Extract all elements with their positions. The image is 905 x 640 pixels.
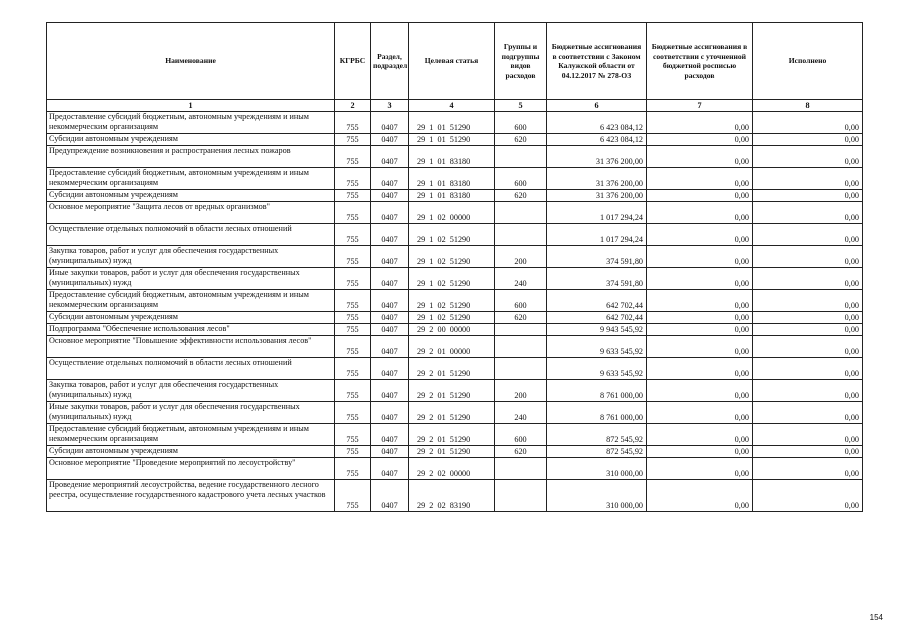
row-kgrbs: 755 — [335, 480, 371, 512]
row-kgrbs: 755 — [335, 446, 371, 458]
row-target-article: 29 1 01 51290 — [409, 134, 495, 146]
row-name: Иные закупки товаров, работ и услуг для обеспечения государственных (муниципальных) нужд — [47, 402, 335, 424]
row-expense-group: 620 — [495, 312, 547, 324]
column-number: 3 — [371, 100, 409, 112]
row-expense-group — [495, 358, 547, 380]
row-section: 0407 — [371, 446, 409, 458]
row-target-article: 29 2 01 51290 — [409, 446, 495, 458]
row-section: 0407 — [371, 480, 409, 512]
row-executed-amount: 0,00 — [753, 190, 863, 202]
row-law-amount: 8 761 000,00 — [547, 380, 647, 402]
table-row — [47, 312, 863, 324]
row-law-amount: 872 545,92 — [547, 424, 647, 446]
row-executed-amount: 0,00 — [753, 112, 863, 134]
row-name: Осуществление отдельных полномочий в области лесных отношений — [47, 358, 335, 380]
row-kgrbs: 755 — [335, 380, 371, 402]
row-law-amount: 8 761 000,00 — [547, 402, 647, 424]
row-expense-group: 620 — [495, 190, 547, 202]
budget-table-sheet — [46, 22, 862, 512]
row-section: 0407 — [371, 112, 409, 134]
row-name: Предоставление субсидий бюджетным, автономным учреждениям и иным некоммерческим организациям — [47, 168, 335, 190]
row-expense-group: 620 — [495, 134, 547, 146]
row-target-article: 29 1 01 51290 — [409, 112, 495, 134]
row-target-article: 29 2 01 51290 — [409, 380, 495, 402]
row-kgrbs: 755 — [335, 324, 371, 336]
row-target-article: 29 1 01 83180 — [409, 190, 495, 202]
table-row — [47, 458, 863, 480]
row-section: 0407 — [371, 380, 409, 402]
row-target-article: 29 2 02 83190 — [409, 480, 495, 512]
row-executed-amount: 0,00 — [753, 246, 863, 268]
row-plan-amount: 0,00 — [647, 146, 753, 168]
table-row — [47, 424, 863, 446]
row-kgrbs: 755 — [335, 312, 371, 324]
row-plan-amount: 0,00 — [647, 424, 753, 446]
row-plan-amount: 0,00 — [647, 268, 753, 290]
row-expense-group — [495, 458, 547, 480]
row-name: Субсидии автономным учреждениям — [47, 446, 335, 458]
row-plan-amount: 0,00 — [647, 336, 753, 358]
row-plan-amount: 0,00 — [647, 480, 753, 512]
row-expense-group: 600 — [495, 112, 547, 134]
page-number: 154 — [869, 613, 883, 622]
row-law-amount: 872 545,92 — [547, 446, 647, 458]
row-law-amount: 1 017 294,24 — [547, 202, 647, 224]
row-name: Субсидии автономным учреждениям — [47, 134, 335, 146]
row-executed-amount: 0,00 — [753, 358, 863, 380]
row-section: 0407 — [371, 424, 409, 446]
row-expense-group — [495, 202, 547, 224]
column-number: 6 — [547, 100, 647, 112]
row-law-amount: 642 702,44 — [547, 290, 647, 312]
row-expense-group — [495, 480, 547, 512]
table-row — [47, 268, 863, 290]
row-target-article: 29 1 02 51290 — [409, 312, 495, 324]
row-name: Предоставление субсидий бюджетным, автономным учреждениям и иным некоммерческим организациям — [47, 112, 335, 134]
row-plan-amount: 0,00 — [647, 290, 753, 312]
row-section: 0407 — [371, 190, 409, 202]
row-plan-amount: 0,00 — [647, 224, 753, 246]
row-name: Закупка товаров, работ и услуг для обеспечения государственных (муниципальных) нужд — [47, 380, 335, 402]
row-kgrbs: 755 — [335, 268, 371, 290]
row-target-article: 29 2 01 00000 — [409, 336, 495, 358]
table-row — [47, 446, 863, 458]
row-target-article: 29 2 02 00000 — [409, 458, 495, 480]
row-expense-group: 600 — [495, 290, 547, 312]
row-section: 0407 — [371, 324, 409, 336]
row-target-article: 29 1 01 83180 — [409, 146, 495, 168]
row-plan-amount: 0,00 — [647, 458, 753, 480]
column-number: 5 — [495, 100, 547, 112]
row-expense-group: 600 — [495, 424, 547, 446]
row-section: 0407 — [371, 290, 409, 312]
row-name: Предоставление субсидий бюджетным, автономным учреждениям и иным некоммерческим организациям — [47, 290, 335, 312]
row-name: Подпрограмма "Обеспечение использования лесов" — [47, 324, 335, 336]
row-executed-amount: 0,00 — [753, 324, 863, 336]
header-expense-groups: Группы и подгруппы видов расходов — [495, 23, 547, 100]
row-expense-group: 200 — [495, 380, 547, 402]
column-number: 4 — [409, 100, 495, 112]
table-row — [47, 358, 863, 380]
row-law-amount: 374 591,80 — [547, 246, 647, 268]
row-target-article: 29 2 00 00000 — [409, 324, 495, 336]
row-name: Основное мероприятие "Защита лесов от вредных организмов" — [47, 202, 335, 224]
row-plan-amount: 0,00 — [647, 202, 753, 224]
row-section: 0407 — [371, 268, 409, 290]
row-plan-amount: 0,00 — [647, 312, 753, 324]
row-executed-amount: 0,00 — [753, 312, 863, 324]
row-executed-amount: 0,00 — [753, 290, 863, 312]
row-name: Осуществление отдельных полномочий в области лесных отношений — [47, 224, 335, 246]
row-section: 0407 — [371, 358, 409, 380]
row-executed-amount: 0,00 — [753, 134, 863, 146]
row-section: 0407 — [371, 458, 409, 480]
row-name: Основное мероприятие "Проведение мероприятий по лесоустройству" — [47, 458, 335, 480]
row-law-amount: 31 376 200,00 — [547, 168, 647, 190]
row-name: Иные закупки товаров, работ и услуг для обеспечения государственных (муниципальных) нужд — [47, 268, 335, 290]
row-expense-group: 240 — [495, 268, 547, 290]
row-executed-amount: 0,00 — [753, 168, 863, 190]
header-plan-allocations: Бюджетные ассигнования в соответствии с уточненной бюджетной росписью расходов — [647, 23, 753, 100]
row-law-amount: 6 423 084,12 — [547, 134, 647, 146]
row-target-article: 29 1 01 83180 — [409, 168, 495, 190]
row-expense-group — [495, 146, 547, 168]
row-section: 0407 — [371, 246, 409, 268]
table-row — [47, 336, 863, 358]
row-section: 0407 — [371, 312, 409, 324]
row-kgrbs: 755 — [335, 458, 371, 480]
row-name: Предоставление субсидий бюджетным, автономным учреждениям и иным некоммерческим организациям — [47, 424, 335, 446]
row-kgrbs: 755 — [335, 246, 371, 268]
row-expense-group — [495, 324, 547, 336]
table-row — [47, 190, 863, 202]
table-row — [47, 290, 863, 312]
row-kgrbs: 755 — [335, 190, 371, 202]
row-executed-amount: 0,00 — [753, 424, 863, 446]
table-row — [47, 146, 863, 168]
table-row — [47, 224, 863, 246]
row-executed-amount: 0,00 — [753, 202, 863, 224]
row-target-article: 29 1 02 51290 — [409, 224, 495, 246]
row-plan-amount: 0,00 — [647, 134, 753, 146]
row-expense-group: 200 — [495, 246, 547, 268]
row-target-article: 29 2 01 51290 — [409, 424, 495, 446]
row-law-amount: 9 633 545,92 — [547, 358, 647, 380]
row-plan-amount: 0,00 — [647, 446, 753, 458]
row-kgrbs: 755 — [335, 424, 371, 446]
row-target-article: 29 1 02 00000 — [409, 202, 495, 224]
row-kgrbs: 755 — [335, 358, 371, 380]
row-name: Закупка товаров, работ и услуг для обеспечения государственных (муниципальных) нужд — [47, 246, 335, 268]
table-row — [47, 112, 863, 134]
row-plan-amount: 0,00 — [647, 380, 753, 402]
row-section: 0407 — [371, 168, 409, 190]
row-law-amount: 642 702,44 — [547, 312, 647, 324]
row-kgrbs: 755 — [335, 112, 371, 134]
row-name: Проведение мероприятий лесоустройства, ведение государственного лесного реестра, осуществление государственного кадастрового учета лесных участков — [47, 480, 335, 512]
column-number: 7 — [647, 100, 753, 112]
header-law-allocations: Бюджетные ассигнования в соответствии с Законом Калужской области от 04.12.2017 № 278-ОЗ — [547, 23, 647, 100]
table-row — [47, 168, 863, 190]
row-expense-group: 620 — [495, 446, 547, 458]
table-row — [47, 246, 863, 268]
column-number-row — [47, 100, 863, 112]
row-executed-amount: 0,00 — [753, 336, 863, 358]
row-plan-amount: 0,00 — [647, 246, 753, 268]
row-kgrbs: 755 — [335, 202, 371, 224]
table-row — [47, 480, 863, 512]
row-executed-amount: 0,00 — [753, 380, 863, 402]
row-law-amount: 310 000,00 — [547, 480, 647, 512]
row-target-article: 29 1 02 51290 — [409, 290, 495, 312]
row-section: 0407 — [371, 224, 409, 246]
header-executed: Исполнено — [753, 23, 863, 100]
row-plan-amount: 0,00 — [647, 324, 753, 336]
row-kgrbs: 755 — [335, 402, 371, 424]
row-target-article: 29 2 01 51290 — [409, 402, 495, 424]
row-target-article: 29 1 02 51290 — [409, 268, 495, 290]
row-plan-amount: 0,00 — [647, 168, 753, 190]
row-law-amount: 31 376 200,00 — [547, 146, 647, 168]
header-name: Наименование — [47, 23, 335, 100]
header-section: Раздел, подраздел — [371, 23, 409, 100]
header-row — [47, 23, 863, 100]
table-body — [47, 112, 863, 512]
row-expense-group: 600 — [495, 168, 547, 190]
row-kgrbs: 755 — [335, 224, 371, 246]
row-target-article: 29 1 02 51290 — [409, 246, 495, 268]
row-name: Предупреждение возникновения и распространения лесных пожаров — [47, 146, 335, 168]
row-kgrbs: 755 — [335, 134, 371, 146]
row-law-amount: 6 423 084,12 — [547, 112, 647, 134]
row-plan-amount: 0,00 — [647, 402, 753, 424]
row-law-amount: 31 376 200,00 — [547, 190, 647, 202]
table-row — [47, 134, 863, 146]
row-law-amount: 9 943 545,92 — [547, 324, 647, 336]
header-target-article: Целевая статья — [409, 23, 495, 100]
row-executed-amount: 0,00 — [753, 446, 863, 458]
row-section: 0407 — [371, 134, 409, 146]
budget-execution-table — [46, 22, 863, 512]
row-plan-amount: 0,00 — [647, 358, 753, 380]
row-section: 0407 — [371, 336, 409, 358]
row-executed-amount: 0,00 — [753, 458, 863, 480]
row-expense-group: 240 — [495, 402, 547, 424]
column-number: 2 — [335, 100, 371, 112]
row-executed-amount: 0,00 — [753, 146, 863, 168]
row-kgrbs: 755 — [335, 146, 371, 168]
row-executed-amount: 0,00 — [753, 402, 863, 424]
row-plan-amount: 0,00 — [647, 190, 753, 202]
row-executed-amount: 0,00 — [753, 480, 863, 512]
table-row — [47, 202, 863, 224]
row-name: Основное мероприятие "Повышение эффективности использования лесов" — [47, 336, 335, 358]
row-section: 0407 — [371, 202, 409, 224]
row-expense-group — [495, 336, 547, 358]
table-row — [47, 402, 863, 424]
row-plan-amount: 0,00 — [647, 112, 753, 134]
row-kgrbs: 755 — [335, 336, 371, 358]
row-executed-amount: 0,00 — [753, 268, 863, 290]
row-kgrbs: 755 — [335, 290, 371, 312]
table-row — [47, 380, 863, 402]
row-target-article: 29 2 01 51290 — [409, 358, 495, 380]
header-kgrbs: КГРБС — [335, 23, 371, 100]
row-kgrbs: 755 — [335, 168, 371, 190]
row-executed-amount: 0,00 — [753, 224, 863, 246]
row-law-amount: 374 591,80 — [547, 268, 647, 290]
row-law-amount: 310 000,00 — [547, 458, 647, 480]
column-number: 1 — [47, 100, 335, 112]
row-section: 0407 — [371, 146, 409, 168]
row-law-amount: 9 633 545,92 — [547, 336, 647, 358]
column-number: 8 — [753, 100, 863, 112]
table-row — [47, 324, 863, 336]
row-law-amount: 1 017 294,24 — [547, 224, 647, 246]
row-expense-group — [495, 224, 547, 246]
row-section: 0407 — [371, 402, 409, 424]
row-name: Субсидии автономным учреждениям — [47, 312, 335, 324]
row-name: Субсидии автономным учреждениям — [47, 190, 335, 202]
